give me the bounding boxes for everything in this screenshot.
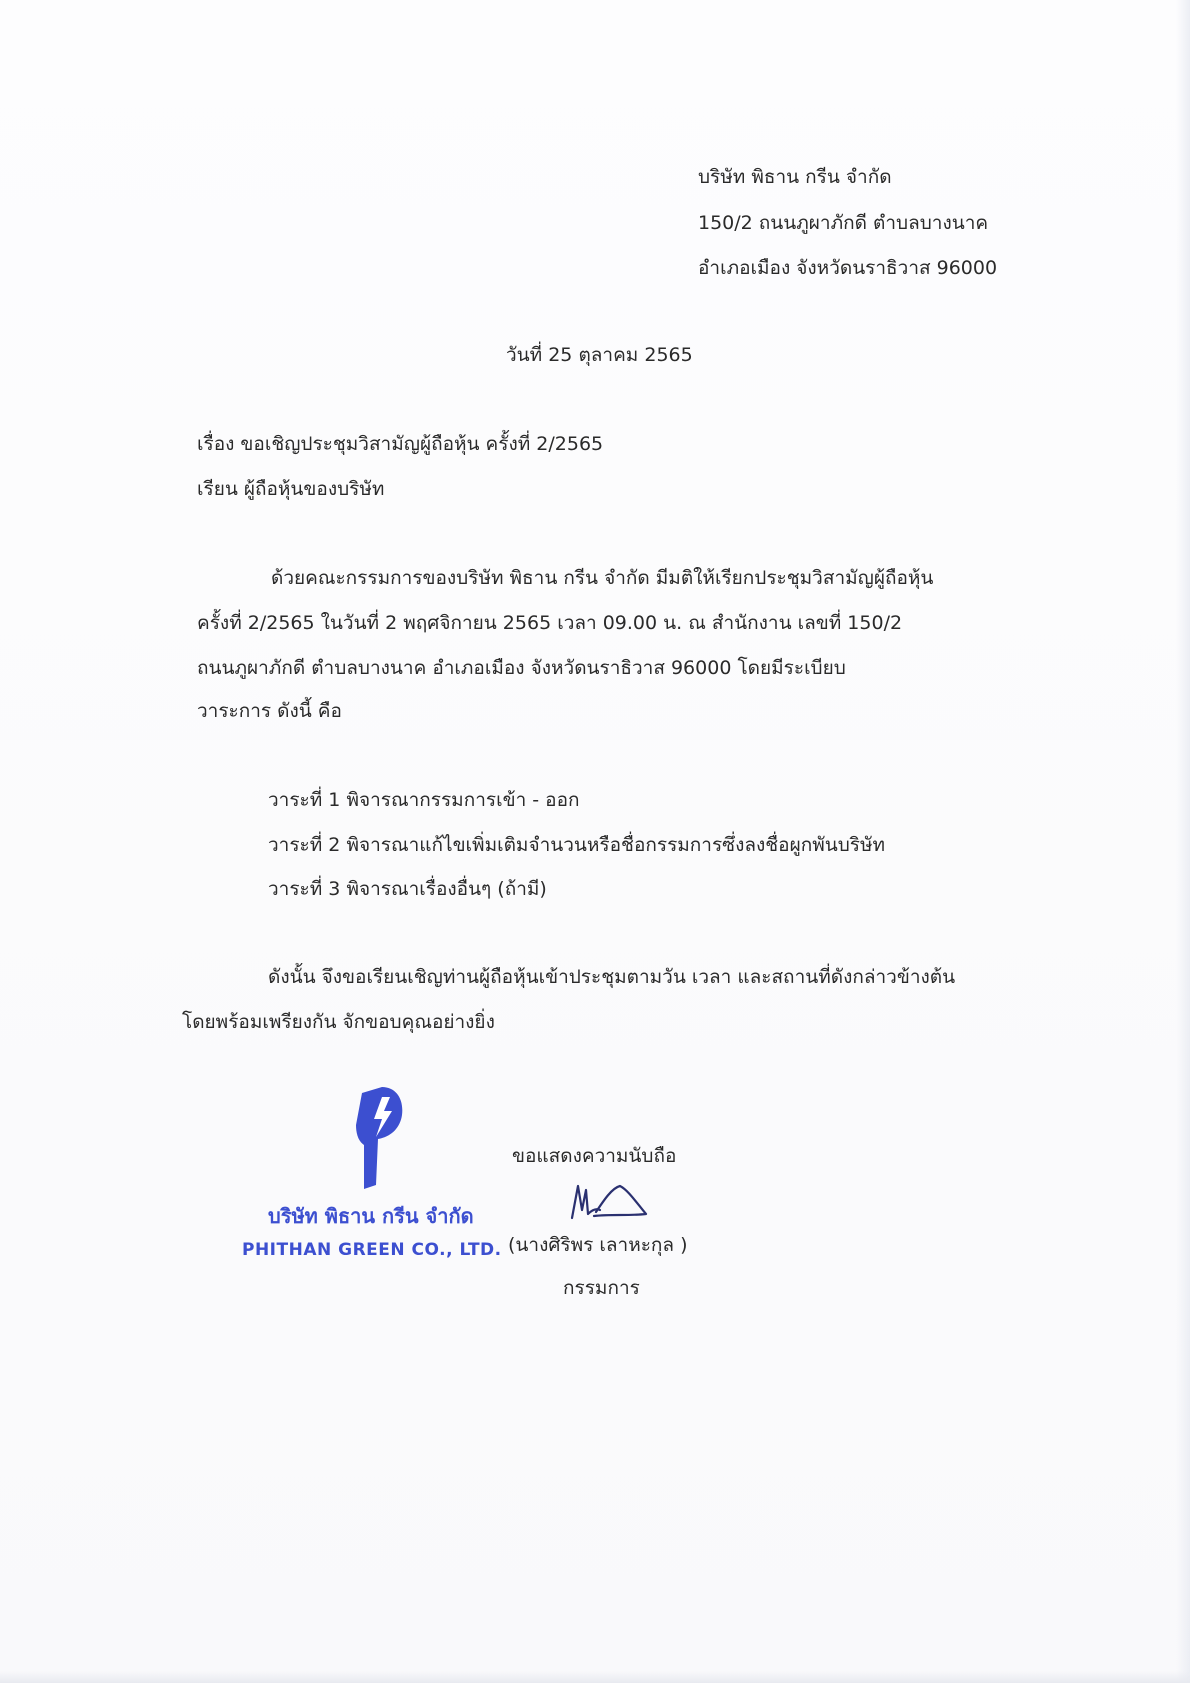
stamp-company-th: บริษัท พิธาน กรีน จำกัด: [268, 1204, 474, 1228]
body-line-2: ครั้งที่ 2/2565 ในวันที่ 2 พฤศจิกายน 2565 เวลา 09.00 น. ณ สำนักงาน เลขที่ 150/2: [197, 612, 903, 634]
signoff-name: (นางศิริพร เลาหะกุล ): [508, 1234, 688, 1256]
closing-line-1: ดังนั้น จึงขอเรียนเชิญท่านผู้ถือหุ้นเข้าประชุมตามวัน เวลา และสถานที่ดังกล่าวข้างต้น: [268, 966, 956, 988]
signoff-title: กรรมการ: [563, 1277, 640, 1299]
signoff-regards: ขอแสดงความนับถือ: [512, 1145, 677, 1167]
letter-date: วันที่ 25 ตุลาคม 2565: [506, 344, 693, 366]
agenda-item-3: วาระที่ 3 พิจารณาเรื่องอื่นๆ (ถ้ามี): [268, 878, 547, 900]
scan-bottom-shadow: [0, 1671, 1190, 1683]
body-line-1: ด้วยคณะกรรมการของบริษัท พิธาน กรีน จำกัด มีมติให้เรียกประชุมวิสามัญผู้ถือหุ้น: [271, 567, 934, 589]
body-line-3: ถนนภูผาภักดี ตำบลบางนาค อำเภอเมือง จังหวัดนราธิวาส 96000 โดยมีระเบียบ: [197, 657, 846, 679]
company-logo-icon: [352, 1085, 408, 1189]
body-line-4: วาระการ ดังนี้ คือ: [197, 700, 342, 722]
signature-icon: [566, 1180, 650, 1226]
closing-line-2: โดยพร้อมเพรียงกัน จักขอบคุณอย่างยิ่ง: [182, 1011, 495, 1033]
scan-edge-shadow: [1176, 0, 1190, 1683]
agenda-item-2: วาระที่ 2 พิจารณาแก้ไขเพิ่มเติมจำนวนหรือชื่อกรรมการซึ่งลงชื่อผูกพันบริษัท: [268, 834, 886, 856]
sender-address-line1: 150/2 ถนนภูผาภักดี ตำบลบางนาค: [698, 212, 989, 234]
sender-company: บริษัท พิธาน กรีน จำกัด: [698, 166, 892, 188]
letter-subject: เรื่อง ขอเชิญประชุมวิสามัญผู้ถือหุ้น ครั้งที่ 2/2565: [197, 433, 604, 455]
stamp-company-en: PHITHAN GREEN CO., LTD.: [242, 1240, 502, 1260]
sender-address-line2: อำเภอเมือง จังหวัดนราธิวาส 96000: [698, 257, 998, 279]
letter-recipient: เรียน ผู้ถือหุ้นของบริษัท: [197, 478, 385, 500]
agenda-item-1: วาระที่ 1 พิจารณากรรมการเข้า - ออก: [268, 789, 580, 811]
